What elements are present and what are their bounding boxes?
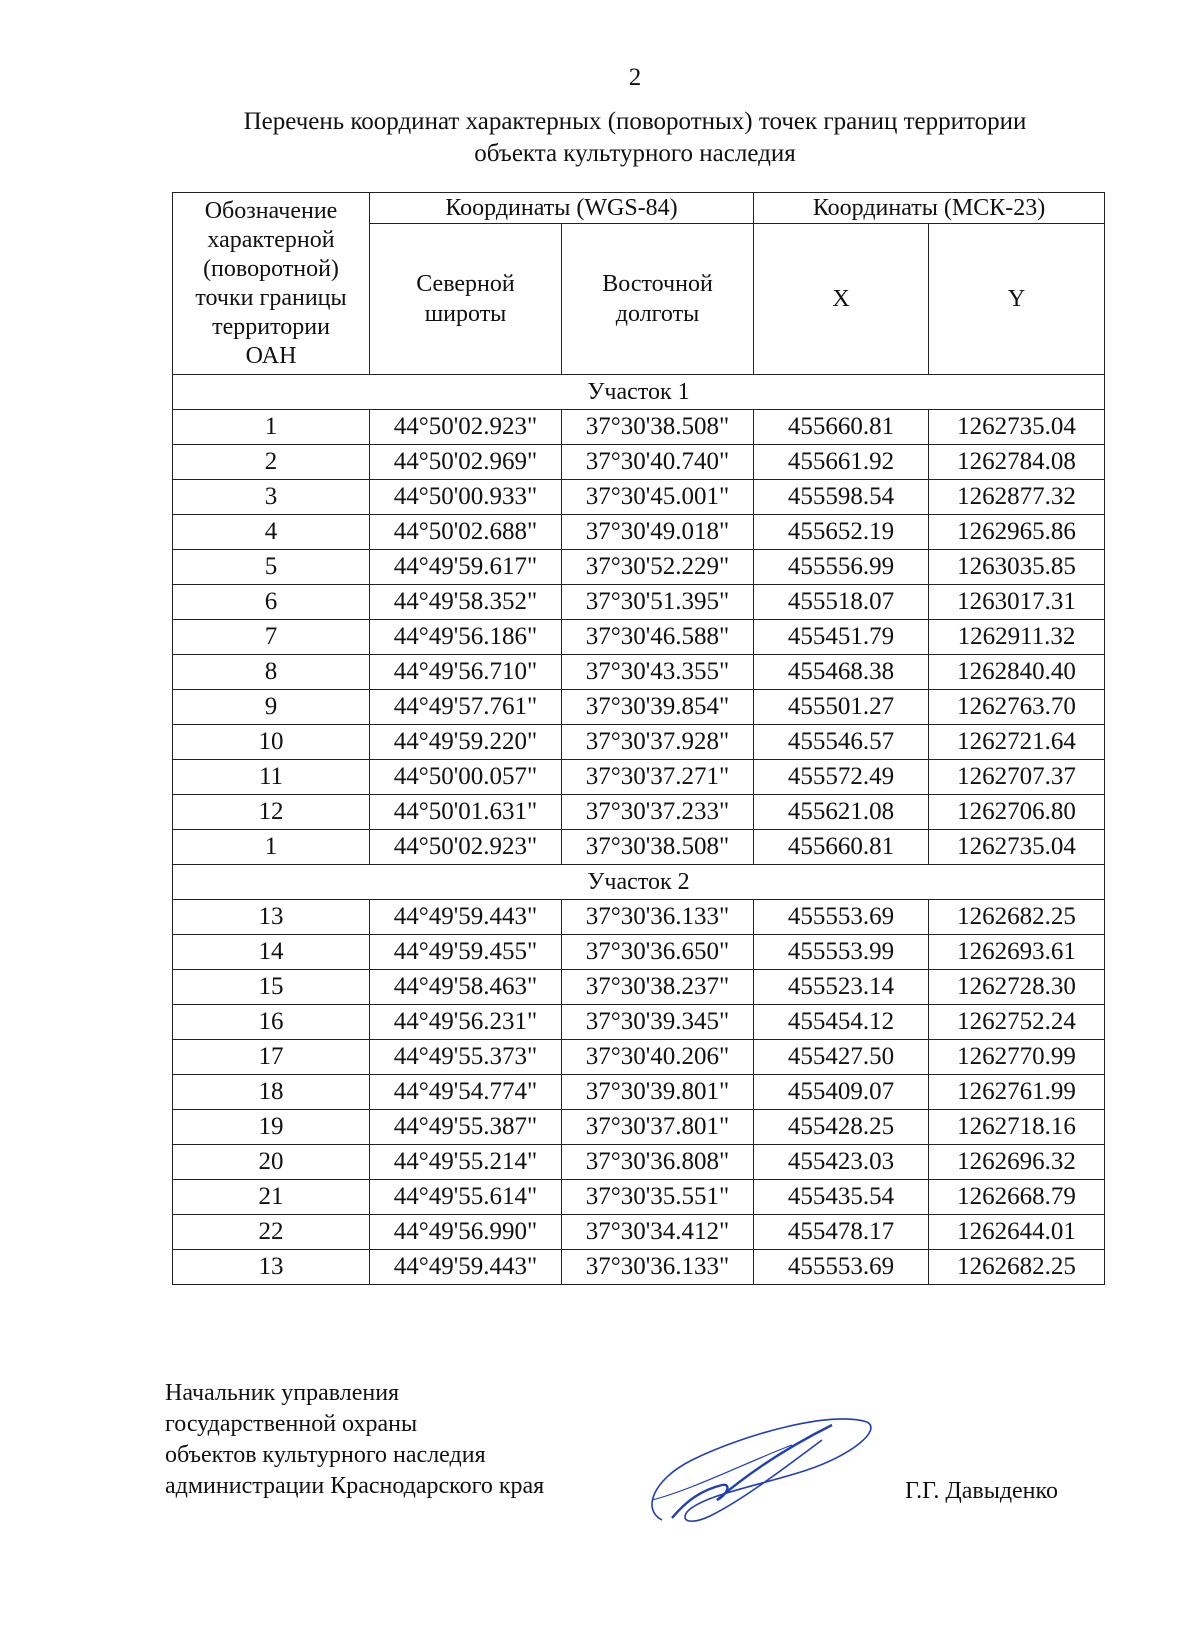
cell-y: 1262728.30 (929, 970, 1105, 1005)
coordinates-table (172, 192, 1105, 1285)
header-point-line: точки границы (195, 284, 347, 311)
section-row (173, 375, 1105, 410)
table-row (173, 655, 1105, 690)
cell-point: 12 (173, 795, 370, 830)
table-row (173, 935, 1105, 970)
cell-longitude: 37°30'38.508" (562, 410, 754, 445)
section-title: Участок 1 (173, 375, 1105, 410)
table-row (173, 550, 1105, 585)
cell-longitude: 37°30'39.801" (562, 1075, 754, 1110)
header-msk23-group: Координаты (МСК-23) (754, 193, 1105, 224)
cell-latitude: 44°49'55.614" (370, 1180, 562, 1215)
header-y: Y (929, 224, 1105, 375)
signature-position-line: администрации Краснодарского края (165, 1473, 545, 1499)
header-point-line: ОАН (245, 342, 297, 369)
cell-x: 455598.54 (754, 480, 929, 515)
header-x: X (754, 224, 929, 375)
cell-y: 1263035.85 (929, 550, 1105, 585)
cell-longitude: 37°30'37.928" (562, 725, 754, 760)
cell-y: 1262682.25 (929, 900, 1105, 935)
cell-longitude: 37°30'37.233" (562, 795, 754, 830)
cell-y: 1262911.32 (929, 620, 1105, 655)
cell-latitude: 44°49'54.774" (370, 1075, 562, 1110)
cell-longitude: 37°30'49.018" (562, 515, 754, 550)
document-title-line-1: Перечень координат характерных (поворотных) точек границ территории (243, 108, 1027, 135)
header-point-designation (173, 193, 370, 375)
cell-longitude: 37°30'36.808" (562, 1145, 754, 1180)
cell-y: 1262721.64 (929, 725, 1105, 760)
cell-y: 1262644.01 (929, 1215, 1105, 1250)
cell-longitude: 37°30'36.650" (562, 935, 754, 970)
cell-point: 7 (173, 620, 370, 655)
header-longitude-line: долготы (615, 301, 700, 327)
header-latitude-line: Северной (416, 271, 515, 297)
cell-x: 455427.50 (754, 1040, 929, 1075)
cell-longitude: 37°30'34.412" (562, 1215, 754, 1250)
cell-point: 21 (173, 1180, 370, 1215)
cell-latitude: 44°50'02.923" (370, 410, 562, 445)
table-row (173, 900, 1105, 935)
table-row (173, 1250, 1105, 1285)
table-row (173, 410, 1105, 445)
signature-position-line: объектов культурного наследия (165, 1442, 486, 1468)
cell-x: 455546.57 (754, 725, 929, 760)
cell-y: 1262707.37 (929, 760, 1105, 795)
cell-point: 9 (173, 690, 370, 725)
header-point-line: (поворотной) (203, 255, 339, 282)
cell-point: 22 (173, 1215, 370, 1250)
signature-stroke (672, 1425, 832, 1518)
cell-point: 5 (173, 550, 370, 585)
cell-y: 1262770.99 (929, 1040, 1105, 1075)
table-row (173, 970, 1105, 1005)
coordinates-table-header (173, 193, 1105, 375)
cell-longitude: 37°30'43.355" (562, 655, 754, 690)
table-row (173, 725, 1105, 760)
cell-latitude: 44°49'58.463" (370, 970, 562, 1005)
cell-x: 455409.07 (754, 1075, 929, 1110)
cell-longitude: 37°30'38.237" (562, 970, 754, 1005)
cell-x: 455435.54 (754, 1180, 929, 1215)
page-number: 2 (628, 64, 642, 91)
cell-latitude: 44°50'01.631" (370, 795, 562, 830)
signature-position-line: Начальник управления (165, 1380, 400, 1406)
cell-y: 1262735.04 (929, 830, 1105, 865)
cell-longitude: 37°30'37.801" (562, 1110, 754, 1145)
cell-x: 455451.79 (754, 620, 929, 655)
header-latitude-line: широты (424, 301, 507, 327)
header-wgs84-group: Координаты (WGS-84) (370, 193, 754, 224)
cell-longitude: 37°30'40.206" (562, 1040, 754, 1075)
cell-point: 8 (173, 655, 370, 690)
table-row (173, 1005, 1105, 1040)
cell-point: 6 (173, 585, 370, 620)
cell-point: 13 (173, 1250, 370, 1285)
table-row (173, 515, 1105, 550)
header-point-line: территории (212, 313, 330, 340)
table-row (173, 1145, 1105, 1180)
cell-y: 1262784.08 (929, 445, 1105, 480)
cell-y: 1262840.40 (929, 655, 1105, 690)
cell-latitude: 44°49'56.710" (370, 655, 562, 690)
table-row (173, 690, 1105, 725)
cell-longitude: 37°30'39.854" (562, 690, 754, 725)
section-row (173, 865, 1105, 900)
cell-longitude: 37°30'36.133" (562, 1250, 754, 1285)
signer-name: Г.Г. Давыденко (905, 1478, 1058, 1504)
coordinates-table-body (173, 375, 1105, 1285)
cell-latitude: 44°49'59.455" (370, 935, 562, 970)
table-row (173, 1110, 1105, 1145)
cell-y: 1262761.99 (929, 1075, 1105, 1110)
document-title-line-2: объекта культурного наследия (474, 140, 796, 167)
cell-point: 13 (173, 900, 370, 935)
cell-longitude: 37°30'40.740" (562, 445, 754, 480)
cell-x: 455652.19 (754, 515, 929, 550)
cell-latitude: 44°50'02.969" (370, 445, 562, 480)
cell-point: 2 (173, 445, 370, 480)
cell-longitude: 37°30'52.229" (562, 550, 754, 585)
cell-x: 455661.92 (754, 445, 929, 480)
cell-x: 455553.99 (754, 935, 929, 970)
cell-point: 16 (173, 1005, 370, 1040)
header-longitude-line: Восточной (602, 271, 713, 297)
cell-longitude: 37°30'38.508" (562, 830, 754, 865)
cell-latitude: 44°50'02.688" (370, 515, 562, 550)
cell-y: 1262668.79 (929, 1180, 1105, 1215)
cell-y: 1262706.80 (929, 795, 1105, 830)
cell-y: 1262752.24 (929, 1005, 1105, 1040)
cell-point: 4 (173, 515, 370, 550)
cell-point: 1 (173, 830, 370, 865)
cell-y: 1262735.04 (929, 410, 1105, 445)
cell-point: 1 (173, 410, 370, 445)
cell-y: 1262877.32 (929, 480, 1105, 515)
cell-latitude: 44°49'59.617" (370, 550, 562, 585)
header-longitude (562, 224, 754, 375)
cell-latitude: 44°50'00.933" (370, 480, 562, 515)
cell-y: 1262718.16 (929, 1110, 1105, 1145)
cell-latitude: 44°49'59.443" (370, 900, 562, 935)
table-row (173, 585, 1105, 620)
cell-longitude: 37°30'36.133" (562, 900, 754, 935)
cell-latitude: 44°49'56.186" (370, 620, 562, 655)
cell-x: 455423.03 (754, 1145, 929, 1180)
cell-latitude: 44°49'57.761" (370, 690, 562, 725)
cell-y: 1262696.32 (929, 1145, 1105, 1180)
table-row (173, 480, 1105, 515)
table-row (173, 1180, 1105, 1215)
cell-latitude: 44°49'55.387" (370, 1110, 562, 1145)
cell-x: 455660.81 (754, 410, 929, 445)
cell-y: 1262682.25 (929, 1250, 1105, 1285)
document-title (120, 106, 1150, 170)
cell-latitude: 44°49'55.373" (370, 1040, 562, 1075)
table-row (173, 1075, 1105, 1110)
signature-position-line: государственной охраны (165, 1411, 418, 1437)
table-row (173, 445, 1105, 480)
cell-point: 20 (173, 1145, 370, 1180)
cell-y: 1263017.31 (929, 585, 1105, 620)
cell-point: 14 (173, 935, 370, 970)
cell-latitude: 44°49'59.220" (370, 725, 562, 760)
cell-point: 19 (173, 1110, 370, 1145)
signature-position (165, 1378, 544, 1502)
cell-longitude: 37°30'37.271" (562, 760, 754, 795)
cell-point: 15 (173, 970, 370, 1005)
cell-x: 455501.27 (754, 690, 929, 725)
cell-longitude: 37°30'46.588" (562, 620, 754, 655)
cell-x: 455468.38 (754, 655, 929, 690)
cell-point: 3 (173, 480, 370, 515)
handwritten-signature (632, 1400, 882, 1530)
table-row (173, 620, 1105, 655)
cell-latitude: 44°49'55.214" (370, 1145, 562, 1180)
cell-point: 11 (173, 760, 370, 795)
cell-x: 455523.14 (754, 970, 929, 1005)
cell-longitude: 37°30'35.551" (562, 1180, 754, 1215)
table-row (173, 760, 1105, 795)
cell-x: 455454.12 (754, 1005, 929, 1040)
cell-latitude: 44°50'02.923" (370, 830, 562, 865)
header-point-line: характерной (207, 226, 335, 253)
cell-longitude: 37°30'45.001" (562, 480, 754, 515)
cell-x: 455660.81 (754, 830, 929, 865)
table-row (173, 1040, 1105, 1075)
cell-latitude: 44°50'00.057" (370, 760, 562, 795)
cell-x: 455518.07 (754, 585, 929, 620)
section-title: Участок 2 (173, 865, 1105, 900)
cell-longitude: 37°30'51.395" (562, 585, 754, 620)
cell-y: 1262965.86 (929, 515, 1105, 550)
cell-longitude: 37°30'39.345" (562, 1005, 754, 1040)
cell-latitude: 44°49'56.231" (370, 1005, 562, 1040)
cell-latitude: 44°49'59.443" (370, 1250, 562, 1285)
cell-x: 455556.99 (754, 550, 929, 585)
cell-x: 455572.49 (754, 760, 929, 795)
header-latitude (370, 224, 562, 375)
cell-point: 10 (173, 725, 370, 760)
cell-latitude: 44°49'58.352" (370, 585, 562, 620)
cell-point: 17 (173, 1040, 370, 1075)
cell-x: 455428.25 (754, 1110, 929, 1145)
table-row (173, 830, 1105, 865)
cell-point: 18 (173, 1075, 370, 1110)
cell-latitude: 44°49'56.990" (370, 1215, 562, 1250)
cell-x: 455621.08 (754, 795, 929, 830)
table-row (173, 795, 1105, 830)
cell-y: 1262693.61 (929, 935, 1105, 970)
cell-x: 455553.69 (754, 900, 929, 935)
cell-x: 455478.17 (754, 1215, 929, 1250)
header-point-line: Обозначение (204, 197, 338, 224)
cell-y: 1262763.70 (929, 690, 1105, 725)
table-row (173, 1215, 1105, 1250)
cell-x: 455553.69 (754, 1250, 929, 1285)
